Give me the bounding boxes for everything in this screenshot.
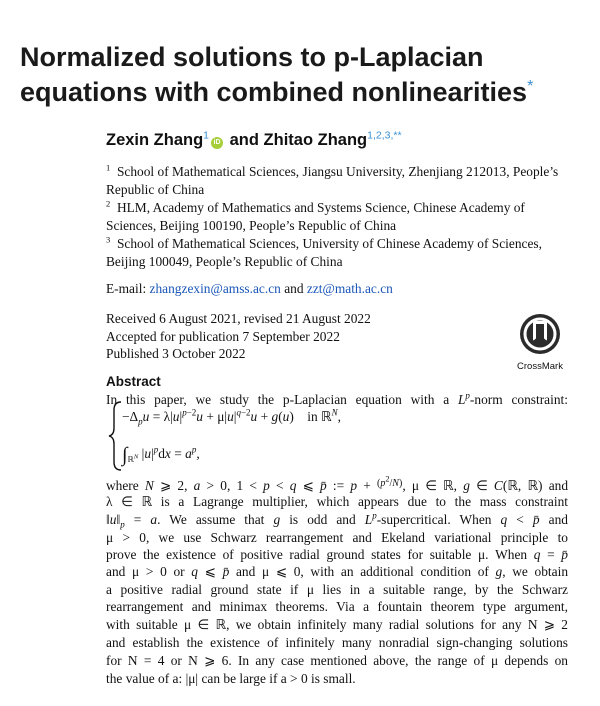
abstract-line: λ ∈ ℝ is a Lagrange multiplier, which appears due to the mass constraint <box>106 494 568 509</box>
abstract-line: rearrangement and minimax theorems. Via a fountain theorem type argument, <box>106 599 568 614</box>
email-line: E-mail: zhangzexin@amss.ac.cn and zzt@math.ac.cn <box>106 281 393 296</box>
accepted-date: Accepted for publication 7 September 2022 <box>106 328 340 344</box>
author-joiner: and <box>229 131 259 149</box>
abstract-line: a positive radial ground state if μ lies in a suitable range, by the Schwarz <box>106 582 568 597</box>
received-date: Received 6 August 2021, revised 21 August 2022 <box>106 311 371 326</box>
equation-line-2: $\int_{ℝ^N}$ $|u|^pdx = a^p$, <box>122 444 200 466</box>
abstract-line: where N ⩾ 2, a > 0, 1 < p < q ⩽ p̄ := $p + (p^2/N)$, μ ∈ ℝ, g ∈ C(ℝ, ℝ) and <box>106 474 569 493</box>
author-list <box>106 131 402 150</box>
crossmark-icon <box>519 313 561 355</box>
author-affiliation-mark: 1 <box>203 129 210 142</box>
affiliation-2: $^2$ HLM, Academy of Mathematics and Systems Science, Chinese Academy of Sciences, Beijing 100190, People’s Republic of China <box>106 198 525 233</box>
email-link[interactable]: zhangzexin@amss.ac.cn <box>149 281 281 296</box>
abstract-line: $‖u‖_p = a$. We assume that g is odd and $L^p$-supercritical. When q < p̄ and <box>106 510 568 530</box>
affiliation-3: $^3$ School of Mathematical Sciences, University of Chinese Academy of Sciences, Beijing 100049, People’s Republic of China <box>106 234 542 269</box>
article-title: Normalized solutions to p-Laplacian equations with combined nonlinearities* <box>20 42 534 107</box>
equation-line-1: $-\Delta_pu = \lambda|u|^{p-2}u + \mu|u|^{q-2}u + g(u)$ in ℝ$^N$, <box>122 407 341 427</box>
abstract-heading: Abstract <box>106 374 161 389</box>
email-link[interactable]: zzt@math.ac.cn <box>306 281 393 296</box>
abstract-line: the value of a: |μ| can be large if a > 0 is small. <box>106 671 356 686</box>
abstract-line: In this paper, we study the p-Laplacian equation with a $L^p$-norm constraint: <box>106 390 568 407</box>
publication-dates <box>106 310 371 363</box>
author-name: Zexin Zhang <box>106 131 204 149</box>
published-date: Published 3 October 2022 <box>106 346 246 361</box>
author-name: Zhitao Zhang <box>263 131 368 149</box>
affiliation-1: $^1$ School of Mathematical Sciences, Jiangsu University, Zhenjiang 212013, People’s Republic of China <box>106 162 559 197</box>
abstract-line: and μ > 0 or q ⩽ p̄ and μ ⩽ 0, with an additional condition of g, we obtain <box>106 564 569 579</box>
crossmark-badge[interactable] <box>508 313 572 372</box>
abstract-line: and establish the existence of infinitely many nonradial sign-changing solutions <box>106 635 568 650</box>
crossmark-label: CrossMark <box>517 361 563 372</box>
orcid-icon[interactable]: iD <box>211 137 223 149</box>
abstract-line: μ > 0, we use Schwarz rearrangement and Ekeland variational principle to <box>106 530 568 545</box>
abstract-line: for N = 4 or N ⩾ 6. In any case mentioned above, the range of μ depends on <box>106 653 568 668</box>
abstract-line: prove the existence of positive radial ground states for suitable μ. When q = p̄ <box>106 547 568 562</box>
title-footnote-mark: * <box>527 78 534 95</box>
author-affiliation-mark: 1,2,3,** <box>367 129 402 142</box>
abstract-line: with suitable μ ∈ ℝ, we obtain infinitely many radial solutions for any N ⩾ 2 <box>106 617 568 632</box>
